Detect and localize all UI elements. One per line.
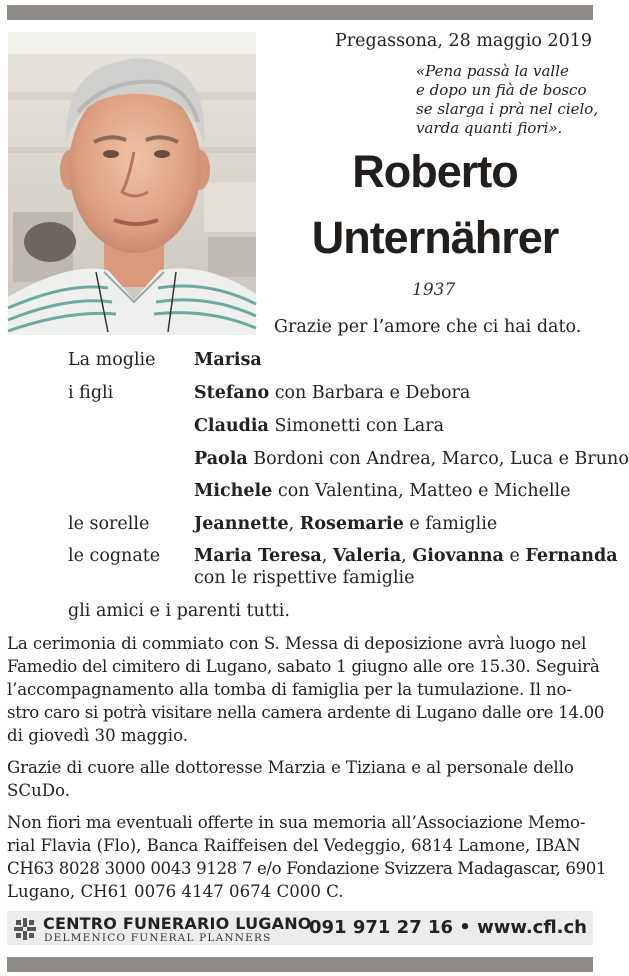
date-line: Pregassona, 28 maggio 2019 (335, 31, 592, 51)
mourner-names: Claudia Simonetti con Lara (194, 416, 445, 436)
poem-line: se slarga i prà nel cielo, (416, 100, 599, 118)
funeral-home-subtitle: DELMENICO FUNERAL PLANNERS (44, 932, 272, 944)
poem-line: e dopo un fià de bosco (416, 81, 587, 99)
birth-year: 1937 (412, 280, 456, 300)
text-line: CH63 8028 3000 0043 9128 7 e/o Fondazione Svizzera Madagascar, 6901 (7, 859, 607, 878)
bottom-divider-bar (7, 957, 593, 972)
mourner-label: i figli (68, 383, 114, 403)
text-line: Famedio del cimitero di Lugano, sabato 1 giugno alle ore 15.30. Seguirà (7, 657, 600, 676)
poem-line: varda quanti fiori». (416, 119, 563, 137)
text-line: Non fiori ma eventuali offerte in sua memoria all’Associazione Memo- (7, 813, 586, 832)
gratitude-paragraph (7, 756, 593, 802)
portrait-photo (8, 32, 256, 335)
poem-line: «Pena passà la valle (416, 62, 569, 80)
mourner-names: Jeannette, Rosemarie e famiglie (194, 514, 498, 534)
funeral-home-logo-icon (13, 917, 37, 941)
donations-paragraph (7, 811, 607, 903)
text-line: rial Flavia (Flo), Banca Raiffeisen del Vedeggio, 6814 Lamone, IBAN (7, 836, 581, 855)
ceremony-paragraph (7, 632, 605, 747)
thanks-line: Grazie per l’amore che ci hai dato. (274, 317, 582, 337)
poem-quote (416, 62, 599, 138)
funeral-home-footer (7, 911, 593, 945)
text-line: stro caro si potrà visitare nella camera ardente di Lugano dalle ore 14.00 (7, 703, 605, 722)
text-line: l’accompagnamento alla tomba di famiglia per la tumulazione. Il no- (7, 680, 572, 699)
text-line: La cerimonia di commiato con S. Messa di deposizione avrà luogo nel (7, 634, 587, 653)
top-divider-bar (7, 5, 593, 20)
text-line: SCuDo. (7, 781, 71, 800)
mourner-names: Maria Teresa, Valeria, Giovanna e Fernanda (194, 546, 618, 566)
mourner-label: La moglie (68, 350, 156, 370)
deceased-last-name: Unternährer (311, 212, 559, 263)
funeral-home-contact: 091 971 27 16 • www.cfl.ch (309, 917, 587, 938)
funeral-home-name: CENTRO FUNERARIO LUGANO (43, 914, 312, 933)
mourner-label: le cognate (68, 546, 161, 566)
friends-line: gli amici e i parenti tutti. (68, 601, 290, 621)
mourner-names: Paola Bordoni con Andrea, Marco, Luca e Bruno (194, 449, 629, 469)
mourner-names: Marisa (194, 350, 262, 370)
text-line: di giovedì 30 maggio. (7, 726, 189, 745)
mourner-names: Michele con Valentina, Matteo e Michelle (194, 481, 571, 501)
mourner-label: le sorelle (68, 514, 150, 534)
mourner-names: con le rispettive famiglie (194, 568, 415, 588)
text-line: Lugano, CH61 0076 4147 0674 C000 C. (7, 882, 344, 901)
text-line: Grazie di cuore alle dottoresse Marzia e Tiziana e al personale dello (7, 758, 574, 777)
mourner-names: Stefano con Barbara e Debora (194, 383, 471, 403)
deceased-first-name: Roberto (352, 146, 518, 197)
